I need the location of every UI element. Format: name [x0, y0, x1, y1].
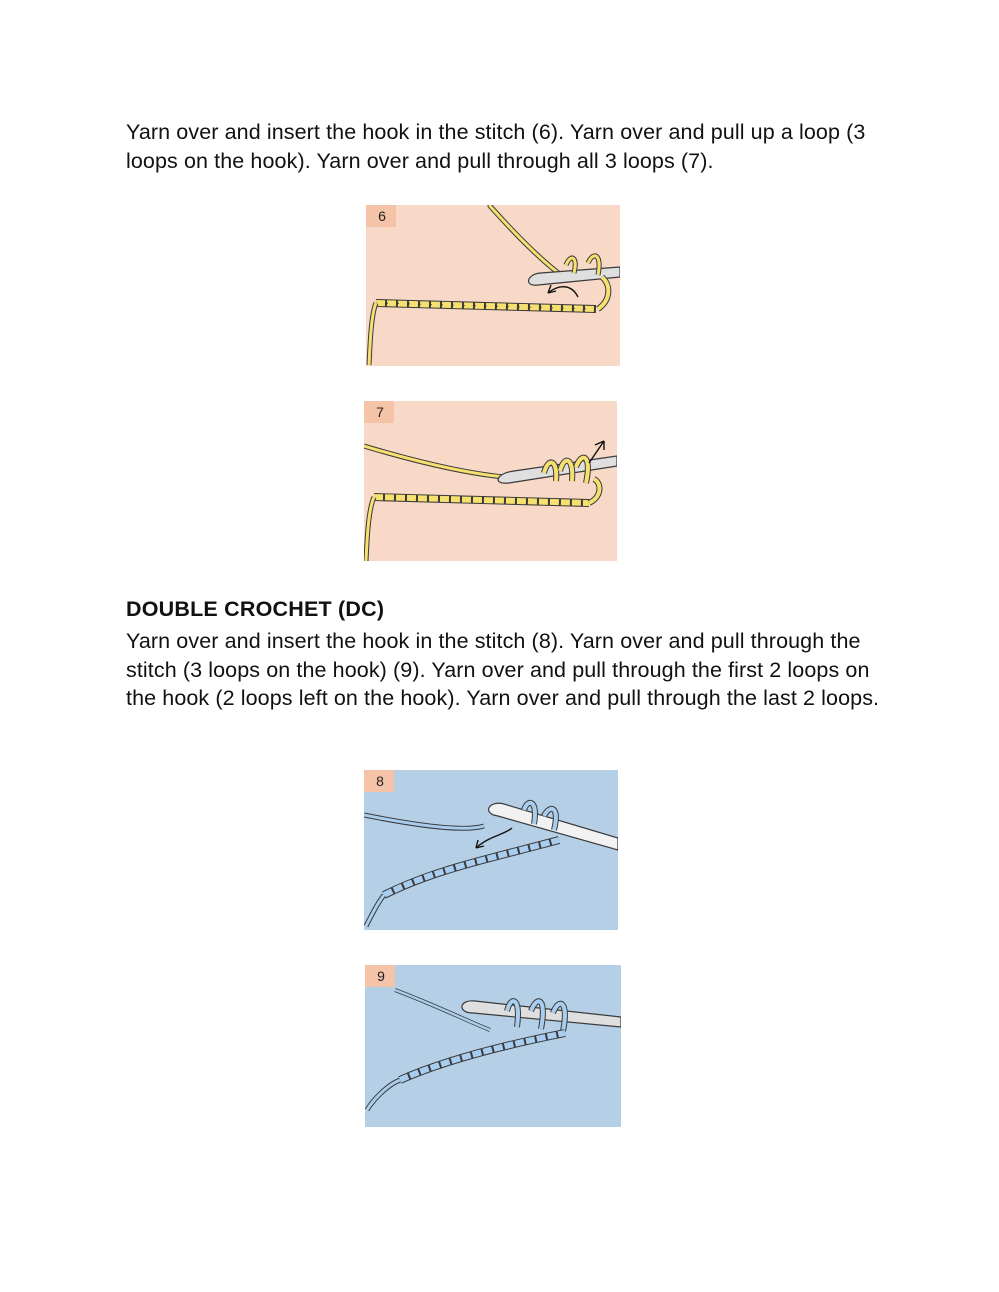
- figure-label: 8: [376, 773, 384, 789]
- section-paragraph: Yarn over and insert the hook in the stitch (8). Yarn over and pull through the stitch (3 loops on the hook) (9). Yarn over and pull through the first 2 loops on the hook (2 loops left on the hook). Yarn over and pull through the last 2 loops.: [126, 629, 880, 710]
- crochet-hook-step-7-illustration: [364, 401, 617, 561]
- section-heading: DOUBLE CROCHET (DC): [126, 597, 385, 621]
- figure-label: 9: [377, 968, 385, 984]
- figure-8: [364, 770, 618, 930]
- crochet-hook-step-8-illustration: [364, 770, 618, 930]
- figure-6: [366, 205, 620, 366]
- figure-label: 7: [376, 404, 384, 420]
- figure-7: [364, 401, 617, 561]
- crochet-hook-step-6-illustration: [366, 205, 620, 366]
- figure-9: [365, 965, 621, 1127]
- intro-paragraph: Yarn over and insert the hook in the stitch (6). Yarn over and pull up a loop (3 loops on the hook). Yarn over and pull through all 3 loops (7).: [126, 120, 866, 173]
- figure-label: 6: [378, 208, 386, 224]
- crochet-hook-step-9-illustration: [365, 965, 621, 1127]
